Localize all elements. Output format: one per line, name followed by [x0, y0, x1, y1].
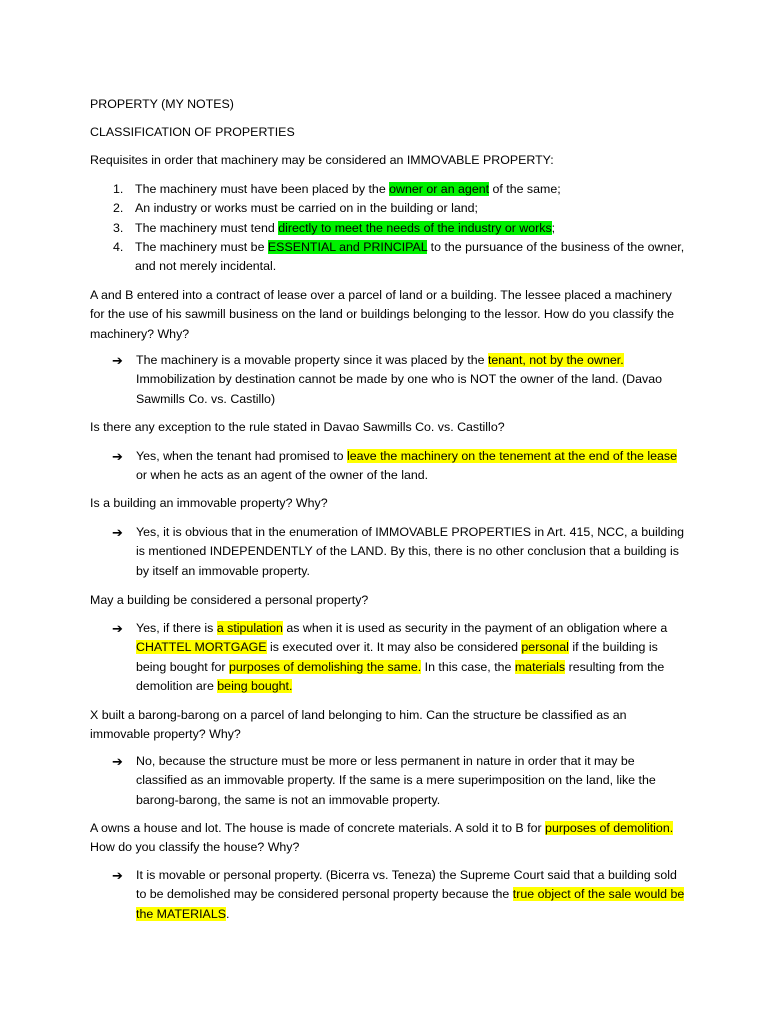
question-3: Is a building an immovable property? Why?: [90, 496, 328, 510]
highlight-yellow: a stipulation: [216, 621, 283, 635]
highlight-yellow: purposes of demolishing the same.: [229, 659, 422, 674]
arrow-icon: ➔: [112, 868, 123, 883]
highlight-green: owner or an agent: [389, 182, 490, 196]
list-item: 2. An industry or works must be carried on in the building or land;: [90, 199, 688, 218]
answer-6: ➔ It is movable or personal property. (Bicerra vs. Teneza) the Supreme Court said that a building sold to be demolished may be considered personal property because the true object of the sale would be the MATERIALS.: [112, 868, 685, 921]
list-number: 3.: [113, 220, 124, 235]
requisites-list: [90, 180, 688, 276]
answer-3: ➔ Yes, it is obvious that in the enumeration of IMMOVABLE PROPERTIES in Art. 415, NCC, a building is mentioned INDEPENDENTLY of the LAND. By this, there is no other conclusion that a building is by itself an immovable property.: [112, 525, 684, 578]
highlight-yellow: personal: [521, 640, 569, 655]
question-1: A and B entered into a contract of lease over a parcel of land or a building. The lessee placed a machinery for the use of his sawmill business on the land or buildings belonging to the lessor. How do you classify the machinery? Why?: [90, 288, 675, 341]
question-2: Is there any exception to the rule stated in Davao Sawmills Co. vs. Castillo?: [90, 420, 505, 434]
highlight-yellow: CHATTEL MORTGAGE: [136, 640, 267, 655]
highlight-yellow: tenant, not by the owner.: [487, 353, 624, 367]
highlight-yellow: true object of the sale would be the MATERIALS: [136, 887, 685, 921]
document-title: PROPERTY (MY NOTES): [90, 97, 234, 111]
list-number: 4.: [113, 239, 124, 254]
requisites-intro: Requisites in order that machinery may be considered an IMMOVABLE PROPERTY:: [90, 153, 554, 167]
arrow-icon: ➔: [112, 353, 123, 368]
question-4: May a building be considered a personal property?: [90, 593, 369, 607]
question-5: X built a barong-barong on a parcel of land belonging to him. Can the structure be classified as an immovable property? Why?: [90, 708, 627, 742]
section-heading: CLASSIFICATION OF PROPERTIES: [90, 125, 295, 139]
arrow-icon: ➔: [112, 449, 123, 464]
arrow-icon: ➔: [112, 621, 123, 636]
list-item: 3. The machinery must tend directly to meet the needs of the industry or works;: [90, 219, 688, 238]
highlight-yellow: leave the machinery on the tenement at the end of the lease: [347, 449, 677, 463]
answer-4: ➔ Yes, if there is a stipulation as when it is used as security in the payment of an obligation where a CHATTEL MORTGAGE is executed over it. It may also be considered personal if the building is being bought for purposes of demolishing the same. In this case, the materials resulting from the demolition are being bought.: [112, 621, 668, 693]
answer-5: ➔ No, because the structure must be more or less permanent in nature in order that it may be classified as an immovable property. If the same is a mere superimposition on the land, like the barong-barong, the same is not an immovable property.: [112, 754, 656, 807]
highlight-yellow: being bought.: [217, 678, 293, 693]
list-item: 4. The machinery must be ESSENTIAL and PRINCIPAL to the pursuance of the business of the owner, and not merely incidental.: [113, 239, 685, 274]
answer-2: ➔ Yes, when the tenant had promised to leave the machinery on the tenement at the end of the lease or when he acts as an agent of the owner of the land.: [112, 449, 677, 483]
highlight-green: directly to meet the needs of the industry or works: [278, 220, 552, 235]
list-item: 1. The machinery must have been placed by the owner or an agent of the same;: [90, 180, 688, 199]
list-number: 1.: [113, 182, 124, 196]
highlight-green: ESSENTIAL and PRINCIPAL: [267, 239, 428, 254]
question-6: A owns a house and lot. The house is made of concrete materials. A sold it to B for purposes of demolition. How do you classify the house? Why?: [90, 821, 674, 855]
list-number: 2.: [113, 201, 124, 216]
answer-1: ➔ The machinery is a movable property since it was placed by the tenant, not by the owner. Immobilization by destination cannot be made by one who is NOT the owner of the land. (Davao Sawmills Co. vs. Castillo): [112, 353, 662, 406]
arrow-icon: ➔: [112, 525, 123, 540]
highlight-yellow: materials: [514, 659, 566, 674]
arrow-icon: ➔: [112, 754, 123, 769]
highlight-yellow: purposes of demolition.: [545, 821, 674, 835]
